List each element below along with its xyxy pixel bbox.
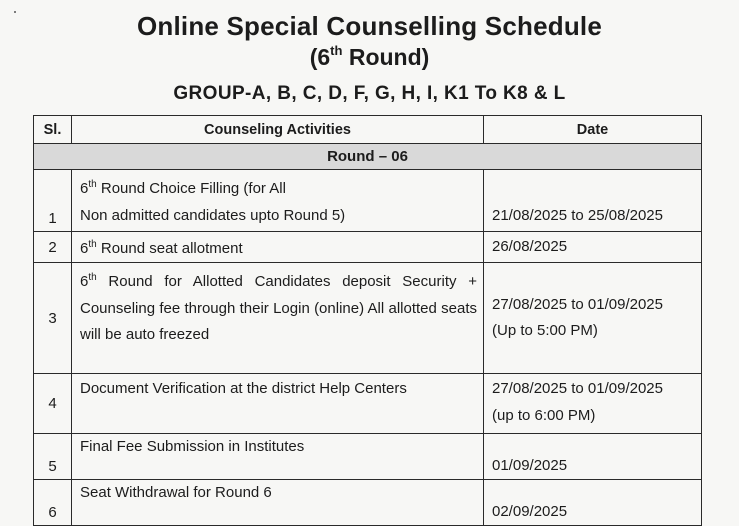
row-sl: 5 — [34, 434, 72, 480]
date-range: 27/08/2025 to 01/09/2025 — [492, 380, 663, 397]
row-activity: Final Fee Submission in Institutes — [72, 434, 484, 480]
row-activity — [72, 170, 484, 232]
row-date: 01/09/2025 — [484, 434, 702, 480]
schedule-table — [33, 115, 702, 526]
activity-prefix: 6 — [80, 273, 89, 290]
row-sl: 1 — [34, 170, 72, 232]
round-subtitle-suffix: Round) — [342, 44, 430, 70]
row-date — [484, 374, 702, 434]
row-sl: 6 — [34, 480, 72, 526]
table-header-row — [34, 116, 702, 144]
table-row — [34, 374, 702, 434]
schedule-title: Online Special Counselling Schedule — [137, 11, 602, 41]
activity-sup: th — [88, 239, 97, 250]
row-sl: 3 — [34, 263, 72, 374]
activity-text: Round for Allotted Candidates deposit Security + Counseling fee through their Login (online) All allotted seats will be auto freezed — [80, 273, 477, 343]
activity-line1: Round Choice Filling (for All — [96, 180, 286, 197]
table-row — [34, 232, 702, 263]
activity-sup: th — [88, 179, 97, 190]
table-row — [34, 434, 702, 480]
date-note: (up to 6:00 PM) — [492, 406, 596, 424]
row-activity — [72, 263, 484, 374]
table-row — [34, 170, 702, 232]
round-subtitle — [0, 44, 739, 71]
activity-line2: Non admitted candidates upto Round 5) — [80, 206, 346, 224]
activity-prefix: 6 — [80, 240, 89, 257]
row-activity: Document Verification at the district Help Centers — [72, 374, 484, 434]
row-activity: Seat Withdrawal for Round 6 — [72, 480, 484, 526]
row-activity — [72, 232, 484, 263]
round-row — [34, 144, 702, 170]
column-header-sl: Sl. — [34, 116, 72, 144]
date-range: 27/08/2025 to 01/09/2025 — [492, 295, 663, 313]
table-row — [34, 263, 702, 374]
activity-prefix: 6 — [80, 180, 89, 197]
column-header-date: Date — [484, 116, 702, 144]
group-list: GROUP-A, B, C, D, F, G, H, I, K1 To K8 & L — [173, 83, 566, 104]
round-label: Round – 06 — [34, 144, 702, 170]
row-date: 21/08/2025 to 25/08/2025 — [484, 170, 702, 232]
row-date: 02/09/2025 — [484, 480, 702, 526]
row-date — [484, 263, 702, 374]
date-note: (Up to 5:00 PM) — [492, 322, 598, 339]
column-header-activities: Counseling Activities — [72, 116, 484, 144]
round-subtitle-sup: th — [330, 43, 343, 58]
row-sl: 2 — [34, 232, 72, 263]
row-date: 26/08/2025 — [484, 232, 702, 263]
round-subtitle-prefix: (6 — [309, 44, 331, 70]
activity-sup: th — [88, 272, 97, 283]
row-sl: 4 — [34, 374, 72, 434]
activity-text: Round seat allotment — [96, 240, 243, 257]
